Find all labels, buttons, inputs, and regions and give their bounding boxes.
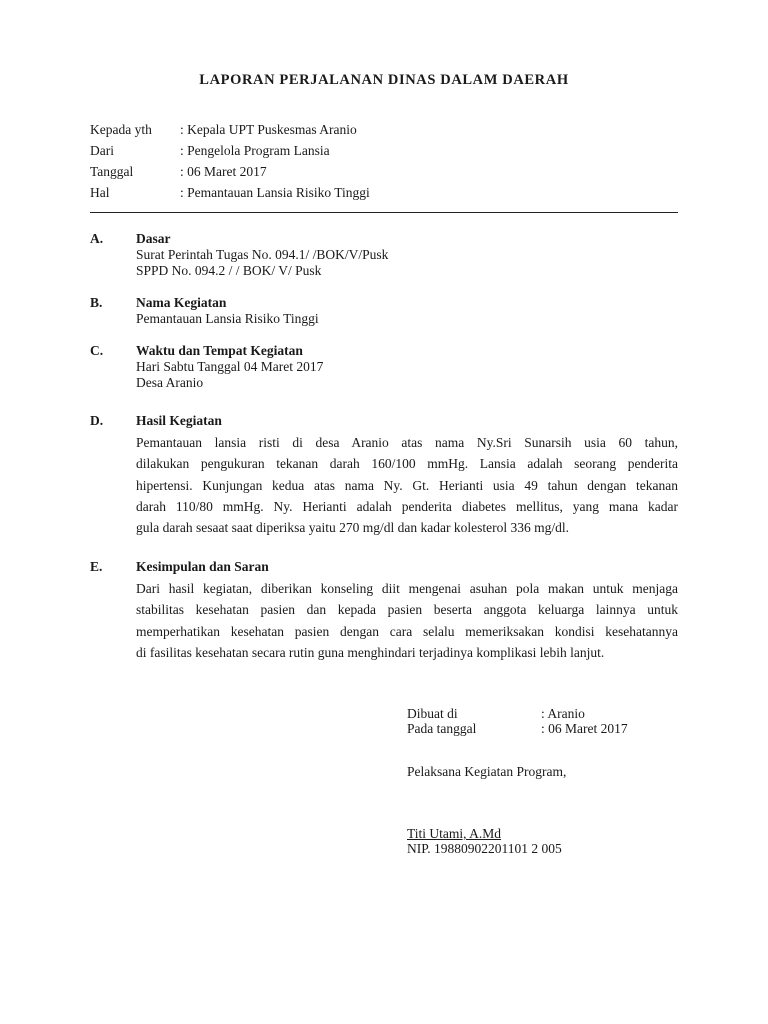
paragraph-line: Dari hasil kegiatan, diberikan konseling diit mengenai asuhan pola makan untuk menjaga: [136, 581, 678, 596]
date-label: Pada tanggal: [407, 721, 477, 736]
section-e-letter: E.: [90, 559, 103, 574]
paragraph-line: Pemantauan lansia risti di desa Aranio atas nama Ny.Sri Sunarsih usia 60 tahun,: [136, 435, 678, 450]
made-at-label: Dibuat di: [407, 706, 458, 721]
paragraph-line: hipertensi. Kunjungan kedua atas nama Ny. Gt. Herianti usia 49 tahun dengan tekanan: [136, 477, 678, 493]
paragraph-line: darah 110/80 mmHg. Ny. Herianti adalah penderita diabetes mellitus, yang mana kadar: [136, 498, 678, 514]
section-b-line: Pemantauan Lansia Risiko Tinggi: [136, 311, 319, 326]
section-a-line: SPPD No. 094.2 / / BOK/ V/ Pusk: [136, 263, 322, 278]
signer-role: Pelaksana Kegiatan Program,: [407, 764, 567, 779]
section-c-heading: Waktu dan Tempat Kegiatan: [136, 343, 303, 358]
header-label: Tanggal: [90, 164, 134, 179]
date-value: : 06 Maret 2017: [541, 721, 628, 736]
section-e-paragraph: [136, 578, 678, 663]
section-b-heading: Nama Kegiatan: [136, 295, 227, 310]
header-value: : Pengelola Program Lansia: [180, 143, 330, 158]
section-a-heading: Dasar: [136, 231, 171, 246]
section-d-paragraph: [136, 432, 678, 538]
section-d-heading: Hasil Kegiatan: [136, 413, 222, 428]
section-d-letter: D.: [90, 413, 104, 428]
made-at-value: : Aranio: [541, 706, 585, 721]
header-value: : Kepala UPT Puskesmas Aranio: [180, 122, 357, 137]
header-divider: [90, 212, 678, 213]
header-label: Dari: [90, 143, 114, 158]
document-title: LAPORAN PERJALANAN DINAS DALAM DAERAH: [199, 72, 569, 88]
paragraph-line: di fasilitas kesehatan secara rutin guna menghindari terjadinya komplikasi lebih lanjut.: [136, 644, 605, 660]
header-label: Kepada yth: [90, 122, 152, 137]
header-value: : Pemantauan Lansia Risiko Tinggi: [180, 185, 370, 200]
section-b-letter: B.: [90, 295, 103, 310]
paragraph-line: gula darah sesaat saat diperiksa yaitu 270 mg/dl dan kadar kolesterol 336 mg/dl.: [136, 520, 570, 536]
section-a-letter: A.: [90, 231, 104, 246]
section-e-heading: Kesimpulan dan Saran: [136, 559, 269, 574]
section-a-line: Surat Perintah Tugas No. 094.1/ /BOK/V/Pusk: [136, 247, 389, 262]
paragraph-line: memperhatikan kesehatan pasien dengan cara selalu memeriksakan kondisi kesehatannya: [136, 623, 678, 639]
signer-name: Titi Utami, A.Md: [407, 826, 502, 841]
paragraph-line: stabilitas kesehatan pasien dan kepada pasien beserta anggota keluarga lainnya untuk: [136, 602, 678, 618]
signer-nip: NIP. 19880902201101 2 005: [407, 841, 562, 856]
section-c-letter: C.: [90, 343, 104, 358]
header-value: : 06 Maret 2017: [180, 164, 267, 179]
header-label: Hal: [90, 185, 110, 200]
section-c-line: Desa Aranio: [136, 375, 204, 390]
paragraph-line: dilakukan pengukuran tekanan darah 160/100 mmHg. Lansia adalah seorang penderita: [136, 456, 678, 472]
section-c-line: Hari Sabtu Tanggal 04 Maret 2017: [136, 359, 324, 374]
